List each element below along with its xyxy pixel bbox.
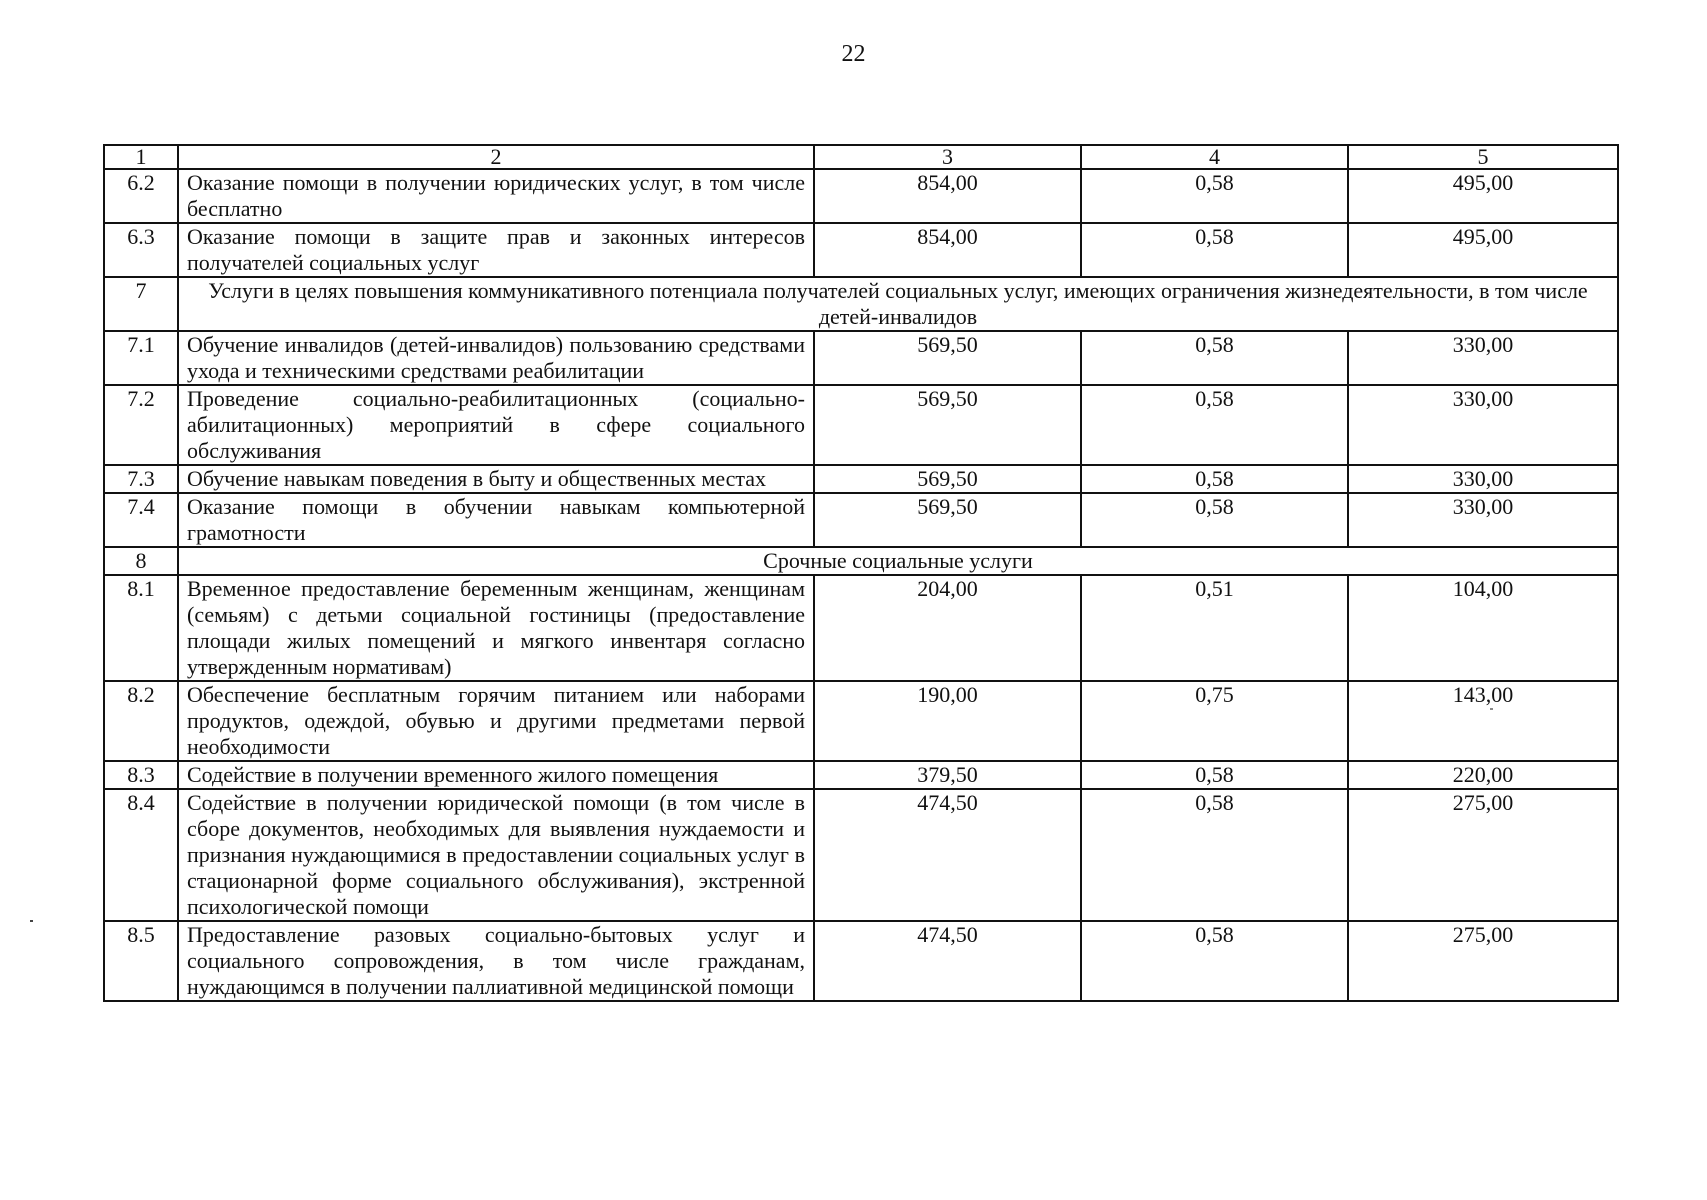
row-number: 7.1 <box>104 331 178 385</box>
table-row <box>104 921 1618 1001</box>
value-col5: 330,00 <box>1348 465 1618 493</box>
value-col4: 0,58 <box>1081 493 1348 547</box>
scan-speck <box>1490 708 1493 710</box>
value-col5: 220,00 <box>1348 761 1618 789</box>
row-number: 7.3 <box>104 465 178 493</box>
service-name: Обеспечение бесплатным горячим питанием или наборами продуктов, одеждой, обувью и другими предметами первой необходимости <box>178 681 814 761</box>
service-name: Обучение навыкам поведения в быту и общественных местах <box>178 465 814 493</box>
row-number: 6.3 <box>104 223 178 277</box>
column-header: 2 <box>178 145 814 169</box>
row-number: 8.3 <box>104 761 178 789</box>
section-row <box>104 277 1618 331</box>
section-number: 7 <box>104 277 178 331</box>
value-col5: 104,00 <box>1348 575 1618 681</box>
table-row <box>104 493 1618 547</box>
service-name: Проведение социально-реабилитационных (социально-абилитационных) мероприятий в сфере социального обслуживания <box>178 385 814 465</box>
service-name: Временное предоставление беременным женщинам, женщинам (семьям) с детьми социальной гостиницы (предоставление площади жилых помещений и мягкого инвентаря согласно утвержденным нормативам) <box>178 575 814 681</box>
services-table <box>103 144 1619 1002</box>
table-row <box>104 169 1618 223</box>
service-name: Обучение инвалидов (детей-инвалидов) пользованию средствами ухода и техническими средствами реабилитации <box>178 331 814 385</box>
table-row <box>104 331 1618 385</box>
service-name: Оказание помощи в обучении навыкам компьютерной грамотности <box>178 493 814 547</box>
value-col3: 854,00 <box>814 169 1081 223</box>
table-row <box>104 789 1618 921</box>
value-col3: 569,50 <box>814 331 1081 385</box>
service-name: Оказание помощи в получении юридических услуг, в том числе бесплатно <box>178 169 814 223</box>
value-col3: 569,50 <box>814 465 1081 493</box>
value-col5: 495,00 <box>1348 223 1618 277</box>
scan-speck <box>30 920 33 922</box>
value-col5: 495,00 <box>1348 169 1618 223</box>
row-number: 6.2 <box>104 169 178 223</box>
section-title: Услуги в целях повышения коммуникативного потенциала получателей социальных услуг, имеющих ограничения жизнедеятельности, в том числе детей-инвалидов <box>178 277 1618 331</box>
column-header: 3 <box>814 145 1081 169</box>
row-number: 8.1 <box>104 575 178 681</box>
value-col5: 330,00 <box>1348 493 1618 547</box>
value-col4: 0,58 <box>1081 331 1348 385</box>
service-name: Содействие в получении временного жилого помещения <box>178 761 814 789</box>
value-col3: 474,50 <box>814 921 1081 1001</box>
value-col4: 0,58 <box>1081 789 1348 921</box>
value-col4: 0,58 <box>1081 921 1348 1001</box>
value-col5: 330,00 <box>1348 331 1618 385</box>
value-col3: 379,50 <box>814 761 1081 789</box>
row-number: 7.4 <box>104 493 178 547</box>
page-number: 22 <box>841 41 866 67</box>
value-col4: 0,58 <box>1081 465 1348 493</box>
table-row <box>104 385 1618 465</box>
section-number: 8 <box>104 547 178 575</box>
service-name: Оказание помощи в защите прав и законных интересов получателей социальных услуг <box>178 223 814 277</box>
value-col4: 0,58 <box>1081 761 1348 789</box>
table-row <box>104 761 1618 789</box>
value-col3: 474,50 <box>814 789 1081 921</box>
value-col3: 569,50 <box>814 385 1081 465</box>
value-col3: 854,00 <box>814 223 1081 277</box>
service-name: Предоставление разовых социально-бытовых услуг и социального сопровождения, в том числе гражданам, нуждающимся в получении паллиативной медицинской помощи <box>178 921 814 1001</box>
column-header: 4 <box>1081 145 1348 169</box>
section-title: Срочные социальные услуги <box>178 547 1618 575</box>
value-col5: 275,00 <box>1348 789 1618 921</box>
value-col4: 0,58 <box>1081 223 1348 277</box>
value-col3: 190,00 <box>814 681 1081 761</box>
service-name: Содействие в получении юридической помощи (в том числе в сборе документов, необходимых для выявления нуждаемости и признания нуждающимися в предоставлении социальных услуг в стационарной форме социального обслуживания), экстренной психологической помощи <box>178 789 814 921</box>
value-col3: 204,00 <box>814 575 1081 681</box>
value-col4: 0,75 <box>1081 681 1348 761</box>
table-row <box>104 223 1618 277</box>
value-col4: 0,58 <box>1081 385 1348 465</box>
row-number: 7.2 <box>104 385 178 465</box>
table-header-row <box>104 145 1618 169</box>
table-row <box>104 681 1618 761</box>
table-row <box>104 465 1618 493</box>
value-col4: 0,51 <box>1081 575 1348 681</box>
value-col3: 569,50 <box>814 493 1081 547</box>
row-number: 8.5 <box>104 921 178 1001</box>
value-col5: 143,00 <box>1348 681 1618 761</box>
value-col5: 330,00 <box>1348 385 1618 465</box>
value-col5: 275,00 <box>1348 921 1618 1001</box>
row-number: 8.4 <box>104 789 178 921</box>
value-col4: 0,58 <box>1081 169 1348 223</box>
column-header: 5 <box>1348 145 1618 169</box>
table-row <box>104 575 1618 681</box>
section-row <box>104 547 1618 575</box>
column-header: 1 <box>104 145 178 169</box>
row-number: 8.2 <box>104 681 178 761</box>
